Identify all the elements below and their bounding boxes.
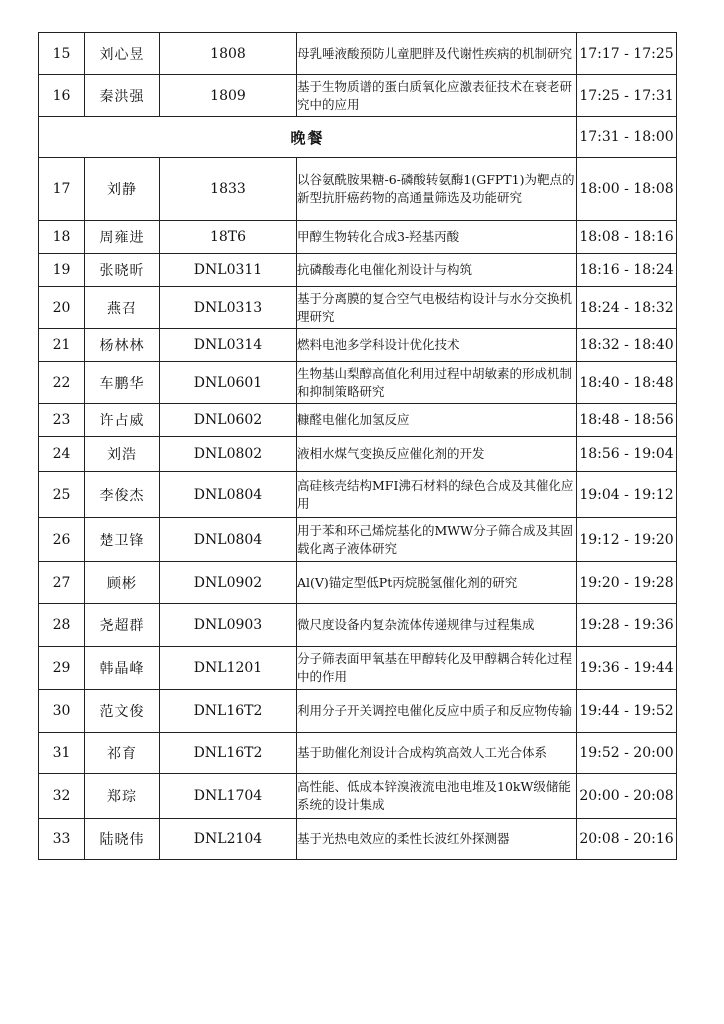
- presenter-name: 李俊杰: [85, 472, 160, 518]
- schedule-table: [38, 32, 677, 860]
- row-number: 20: [39, 287, 85, 329]
- table-body-before-break: [39, 33, 677, 117]
- presenter-name: 尧超群: [85, 604, 160, 647]
- time-slot: 19:52 - 20:00: [577, 733, 677, 774]
- row-number: 25: [39, 472, 85, 518]
- talk-title: 高性能、低成本锌溴液流电池电堆及10kW级储能系统的设计集成: [297, 774, 577, 819]
- break-label: 晚餐: [39, 117, 577, 158]
- table-row: [39, 362, 677, 404]
- project-code: 1833: [160, 158, 297, 221]
- talk-title: Al(V)锚定型低Pt丙烷脱氢催化剂的研究: [297, 562, 577, 604]
- talk-title: 分子筛表面甲氧基在甲醇转化及甲醇耦合转化过程中的作用: [297, 647, 577, 690]
- project-code: DNL0311: [160, 254, 297, 287]
- presenter-name: 张晓昕: [85, 254, 160, 287]
- time-slot: 18:56 - 19:04: [577, 437, 677, 472]
- talk-title: 糠醛电催化加氢反应: [297, 404, 577, 437]
- table-body-after-break: [39, 158, 677, 860]
- table-row: [39, 819, 677, 860]
- presenter-name: 秦洪强: [85, 75, 160, 117]
- talk-title: 液相水煤气变换反应催化剂的开发: [297, 437, 577, 472]
- project-code: DNL0601: [160, 362, 297, 404]
- row-number: 21: [39, 329, 85, 362]
- presenter-name: 刘浩: [85, 437, 160, 472]
- table-row: [39, 472, 677, 518]
- break-time: 17:31 - 18:00: [577, 117, 677, 158]
- row-number: 22: [39, 362, 85, 404]
- talk-title: 基于分离膜的复合空气电极结构设计与水分交换机理研究: [297, 287, 577, 329]
- table-row: [39, 221, 677, 254]
- presenter-name: 车鹏华: [85, 362, 160, 404]
- talk-title: 基于光热电效应的柔性长波红外探测器: [297, 819, 577, 860]
- talk-title: 以谷氨酰胺果糖-6-磷酸转氨酶1(GFPT1)为靶点的新型抗肝癌药物的高通量筛选及功能研究: [297, 158, 577, 221]
- presenter-name: 郑琮: [85, 774, 160, 819]
- presenter-name: 周雍进: [85, 221, 160, 254]
- table-body-break: [39, 117, 677, 158]
- table-row: [39, 518, 677, 562]
- project-code: DNL1201: [160, 647, 297, 690]
- presenter-name: 顾彬: [85, 562, 160, 604]
- table-row: [39, 158, 677, 221]
- row-number: 28: [39, 604, 85, 647]
- presenter-name: 范文俊: [85, 690, 160, 733]
- row-number: 32: [39, 774, 85, 819]
- presenter-name: 刘静: [85, 158, 160, 221]
- row-number: 24: [39, 437, 85, 472]
- table-row: [39, 33, 677, 75]
- row-number: 33: [39, 819, 85, 860]
- talk-title: 燃料电池多学科设计优化技术: [297, 329, 577, 362]
- talk-title: 微尺度设备内复杂流体传递规律与过程集成: [297, 604, 577, 647]
- presenter-name: 祁育: [85, 733, 160, 774]
- project-code: DNL1704: [160, 774, 297, 819]
- row-number: 15: [39, 33, 85, 75]
- table-row: [39, 774, 677, 819]
- presenter-name: 许占威: [85, 404, 160, 437]
- presenter-name: 刘心昱: [85, 33, 160, 75]
- time-slot: 18:32 - 18:40: [577, 329, 677, 362]
- project-code: DNL2104: [160, 819, 297, 860]
- talk-title: 高硅核壳结构MFI沸石材料的绿色合成及其催化应用: [297, 472, 577, 518]
- project-code: 18T6: [160, 221, 297, 254]
- row-number: 23: [39, 404, 85, 437]
- table-row: [39, 437, 677, 472]
- row-number: 18: [39, 221, 85, 254]
- time-slot: 18:00 - 18:08: [577, 158, 677, 221]
- row-number: 16: [39, 75, 85, 117]
- project-code: 1809: [160, 75, 297, 117]
- time-slot: 18:40 - 18:48: [577, 362, 677, 404]
- talk-title: 基于生物质谱的蛋白质氧化应激表征技术在衰老研究中的应用: [297, 75, 577, 117]
- table-row: [39, 75, 677, 117]
- time-slot: 18:08 - 18:16: [577, 221, 677, 254]
- project-code: DNL0602: [160, 404, 297, 437]
- talk-title: 抗磷酸毒化电催化剂设计与构筑: [297, 254, 577, 287]
- talk-title: 生物基山梨醇高值化利用过程中胡敏素的形成机制和抑制策略研究: [297, 362, 577, 404]
- table-row: [39, 562, 677, 604]
- project-code: DNL0313: [160, 287, 297, 329]
- presenter-name: 杨林林: [85, 329, 160, 362]
- time-slot: 19:04 - 19:12: [577, 472, 677, 518]
- talk-title: 基于助催化剂设计合成构筑高效人工光合体系: [297, 733, 577, 774]
- table-row: [39, 254, 677, 287]
- time-slot: 19:44 - 19:52: [577, 690, 677, 733]
- project-code: DNL0902: [160, 562, 297, 604]
- table-row: [39, 690, 677, 733]
- time-slot: 18:48 - 18:56: [577, 404, 677, 437]
- project-code: DNL0804: [160, 518, 297, 562]
- project-code: DNL0802: [160, 437, 297, 472]
- row-number: 30: [39, 690, 85, 733]
- project-code: DNL16T2: [160, 733, 297, 774]
- table-row: [39, 647, 677, 690]
- time-slot: 19:20 - 19:28: [577, 562, 677, 604]
- time-slot: 20:00 - 20:08: [577, 774, 677, 819]
- project-code: DNL16T2: [160, 690, 297, 733]
- row-number: 19: [39, 254, 85, 287]
- row-number: 31: [39, 733, 85, 774]
- talk-title: 甲醇生物转化合成3-羟基丙酸: [297, 221, 577, 254]
- table-row: [39, 404, 677, 437]
- dinner-break-row: [39, 117, 677, 158]
- project-code: DNL0314: [160, 329, 297, 362]
- time-slot: 20:08 - 20:16: [577, 819, 677, 860]
- time-slot: 17:25 - 17:31: [577, 75, 677, 117]
- time-slot: 19:12 - 19:20: [577, 518, 677, 562]
- presenter-name: 燕召: [85, 287, 160, 329]
- project-code: DNL0804: [160, 472, 297, 518]
- project-code: 1808: [160, 33, 297, 75]
- time-slot: 17:17 - 17:25: [577, 33, 677, 75]
- time-slot: 18:24 - 18:32: [577, 287, 677, 329]
- time-slot: 19:28 - 19:36: [577, 604, 677, 647]
- table-row: [39, 329, 677, 362]
- talk-title: 母乳唾液酸预防儿童肥胖及代谢性疾病的机制研究: [297, 33, 577, 75]
- row-number: 29: [39, 647, 85, 690]
- table-row: [39, 604, 677, 647]
- talk-title: 用于苯和环己烯烷基化的MWW分子筛合成及其固载化离子液体研究: [297, 518, 577, 562]
- time-slot: 19:36 - 19:44: [577, 647, 677, 690]
- talk-title: 利用分子开关调控电催化反应中质子和反应物传输: [297, 690, 577, 733]
- row-number: 17: [39, 158, 85, 221]
- presenter-name: 韩晶峰: [85, 647, 160, 690]
- project-code: DNL0903: [160, 604, 297, 647]
- row-number: 27: [39, 562, 85, 604]
- presenter-name: 陆晓伟: [85, 819, 160, 860]
- table-row: [39, 287, 677, 329]
- presenter-name: 楚卫锋: [85, 518, 160, 562]
- table-row: [39, 733, 677, 774]
- time-slot: 18:16 - 18:24: [577, 254, 677, 287]
- row-number: 26: [39, 518, 85, 562]
